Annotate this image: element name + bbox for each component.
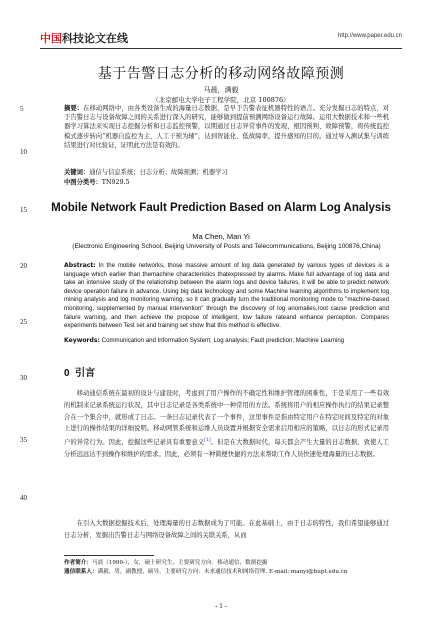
section-heading: [64, 364, 95, 379]
line-number-15: 15: [20, 206, 27, 214]
paper-title-en: Mobile Network Fault Prediction Based on Alarm Log Analysis: [51, 202, 391, 214]
keywords-text-cn: 通信与信息系统；日志分析；故障预测；机器学习: [89, 169, 228, 176]
site-url: http://www.paper.edu.cn: [337, 33, 402, 39]
line-number-40: 40: [20, 494, 27, 502]
abstract-text-cn: 在移动网络中，由各类设备生成的海量日志数据，是早于告警表征机器特性的语言。充分发掘日志的特点，对于告警日志与设备故障之间的关系进行深入的研究，能够做到提前预测网络设备运行故障。运用大数据技术和一些机器学习算法来实现日志挖掘分析和日志监控预警，以期通过日志异常事件的发现、根因预判、故障预警，将传统监控模式逐步转向“机器自监控为主，人工干预为辅”，达到智能化、低故障率，提升感知的目的。通过导入测试集与训练结果进行对比验证，证明此方法是有效的。: [64, 105, 390, 149]
abstract-label-en: Abstract:: [64, 262, 96, 269]
logo-text-paper: 科技论文在线: [62, 32, 128, 45]
citation-link[interactable]: [1]: [204, 438, 211, 444]
authors-en: Ma Chen, Man Yi: [192, 232, 250, 241]
keywords-label-cn: 关键词：: [64, 169, 90, 176]
intro-paragraph-1-tail: 。但是在大数据时代，每天都会产生大量的日志数据，致使人工分析远远达不到操作和维护的需求。因此，必须有一种简便快捷的方法来帮助工作人员快速处理海量的日志数据。: [64, 439, 390, 459]
affiliation-cn: （北京邮电大学电子工程学院，北京 100876）: [152, 96, 290, 104]
abstract-label-cn: 摘要：: [64, 105, 84, 112]
intro-paragraph-2: [64, 518, 389, 542]
line-number-20: 20: [20, 262, 27, 270]
header-divider: [40, 48, 402, 49]
abstract-en: [64, 262, 389, 331]
intro-paragraph-1: [64, 388, 389, 461]
line-number-35: 35: [20, 436, 27, 444]
logo-text-china: 中国: [40, 32, 62, 45]
author-note-text: 马晨（1990-），女，硕士研究生，主要研究方向：移动通信，数据挖掘: [91, 560, 268, 566]
site-header: [40, 30, 402, 46]
paper-title-cn: 基于告警日志分析的移动网络故障预测: [97, 66, 345, 82]
abstract-cn: [64, 104, 389, 150]
keywords-en: [64, 337, 389, 346]
authors-cn: 马晨，满毅: [203, 86, 239, 94]
page-number: - 1 -: [215, 602, 227, 610]
line-number-5: 5: [20, 105, 24, 113]
section-number: 0: [64, 368, 70, 379]
correspondence-text: 满毅，男，副教授，硕导，主要研究方向：未来通信技术和网络管理. E-mail: manyi@bupt.edu.cn: [97, 569, 348, 575]
author-note: [64, 559, 389, 567]
affiliation-en: (Electronic Engineering School, Beijing University of Posts and Telecommunications, Beijing 100876,China): [72, 243, 381, 250]
correspondence-note: [64, 568, 389, 576]
keywords-text-en: Communication and Information System; Log analysis; Fault prediction; Machine Learning: [101, 337, 345, 344]
author-note-label: 作者简介：: [64, 560, 92, 566]
clc-label: 中图分类号：: [64, 179, 102, 186]
section-title: 引言: [75, 368, 96, 379]
correspondence-label: 通信联系人：: [64, 569, 98, 575]
line-number-10: 10: [20, 148, 27, 156]
line-number-30: 30: [20, 374, 27, 382]
clc-value: TN929.5: [101, 179, 130, 186]
intro-paragraph-2-text: 在引入大数据挖掘技术后，处理海量的日志数据成为了可能。在此基础上，由于日志的特性，我们希望能够通过日志分析，发掘出告警日志与网络设备故障之间的关联关系，从而: [64, 520, 389, 539]
line-number-25: 25: [20, 318, 27, 326]
footnote-divider: [64, 555, 154, 556]
abstract-text-en: In the mobile networks, those massive amount of log data generated by various types of devices is a language which earlier than themachine characteristics thatexpressed by alarms. Make full advantage of log data and take an intensive study of the relationship between the alarm logs and device failures, it will be able to predict network device operation failure in advance. Using big data technology and some Machine learning algorithms to implement log mining analysis and log monitoring warning, so it can gradually turn the traditional monitoring mode to "machine-based monitoring, supplemented by manual intervention" through the discovery of log anomalies,root cause prediction and failure warning, and then achieve the propose of intelligent, low failure rateand enhance perception. Compares experiments between Test set and training set show that this method is effective.: [64, 262, 389, 330]
keywords-cn: [64, 168, 389, 177]
intro-paragraph-1-text: 移动通信系统在最初的设计与建设时，考虑到了用户操作的不确定性和维护管理的困难性，于是采用了一些有效的机制来记录系统运行状况，其中日志记录是各类系统中一种常用的方法。系统将用户的相应操作执行的结果记录整合在一个集合中，就形成了日志。一条日志记录代表了一个事件，这里事件是指由特定用户在特定时间及特定的对象上进行的操作结果的详细说明。移动网管系统和运维人员设置并根据安全需求启用相应的策略，以日志的形式记录用户的异常行为。因此，挖掘这些记录具有重要意义: [64, 390, 389, 447]
site-logo: [40, 30, 128, 46]
clc-number: [64, 178, 389, 187]
keywords-label-en: Keywords:: [64, 337, 100, 344]
